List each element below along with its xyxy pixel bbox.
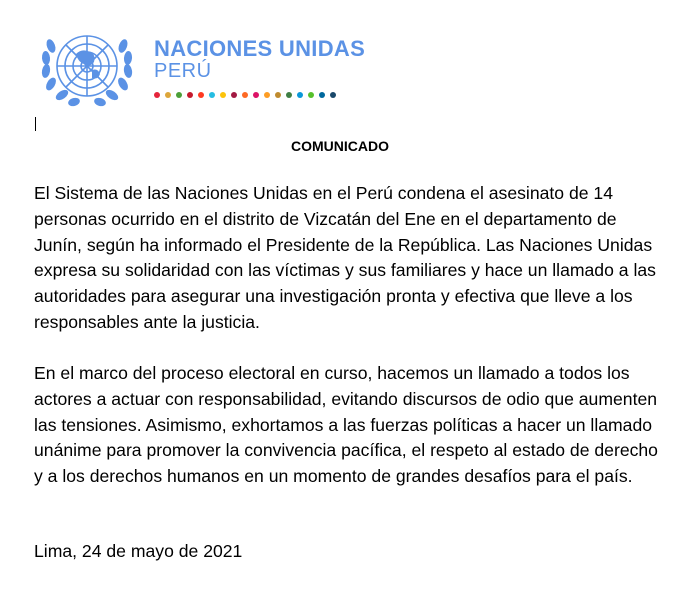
country-name: PERÚ — [154, 60, 212, 82]
paragraph-2: En el marco del proceso electoral en curso, hacemos un llamado a todos los actores a actuar con responsabilidad, evitando discursos de odio que aumenten las tensiones. Asimismo, exhortamos a las fuerzas políticas a hacer un llamado unánime para promover la convivencia pacífica, el respeto al estado de derecho y a los derechos humanos en un momento de grandes desafíos para el país. — [34, 363, 658, 487]
signoff-date: Lima, 24 de mayo de 2021 — [34, 541, 243, 561]
paragraph-1: El Sistema de las Naciones Unidas en el Perú condena el asesinato de 14 personas ocurrido en el distrito de Vizcatán del Ene en el departamento de Junín, según ha informado el Presidente de la República. Las Naciones Unidas expresa su solidaridad con las víctimas y sus familiares y hace un llamado a las autoridades para asegurar una investigación pronta y efectiva que lleve a los responsables ante la justicia. — [34, 183, 656, 332]
sdg-dot — [286, 92, 292, 98]
sdg-dot — [330, 92, 336, 98]
text-cursor — [35, 117, 36, 131]
sdg-dot — [209, 92, 215, 98]
sdg-dot — [187, 92, 193, 98]
sdg-dot — [242, 92, 248, 98]
sdg-dot — [154, 92, 160, 98]
sdg-dot — [297, 92, 303, 98]
org-name: NACIONES UNIDAS — [154, 36, 366, 61]
sdg-dot — [308, 92, 314, 98]
document-title: COMUNICADO — [291, 138, 389, 154]
un-emblem-icon — [34, 24, 140, 114]
sdg-dot — [165, 92, 171, 98]
header — [32, 20, 432, 110]
sdg-color-dots — [154, 92, 336, 98]
sdg-dot — [231, 92, 237, 98]
sdg-dot — [176, 92, 182, 98]
sdg-dot — [220, 92, 226, 98]
sdg-dot — [253, 92, 259, 98]
sdg-dot — [319, 92, 325, 98]
sdg-dot — [275, 92, 281, 98]
sdg-dot — [198, 92, 204, 98]
sdg-dot — [264, 92, 270, 98]
